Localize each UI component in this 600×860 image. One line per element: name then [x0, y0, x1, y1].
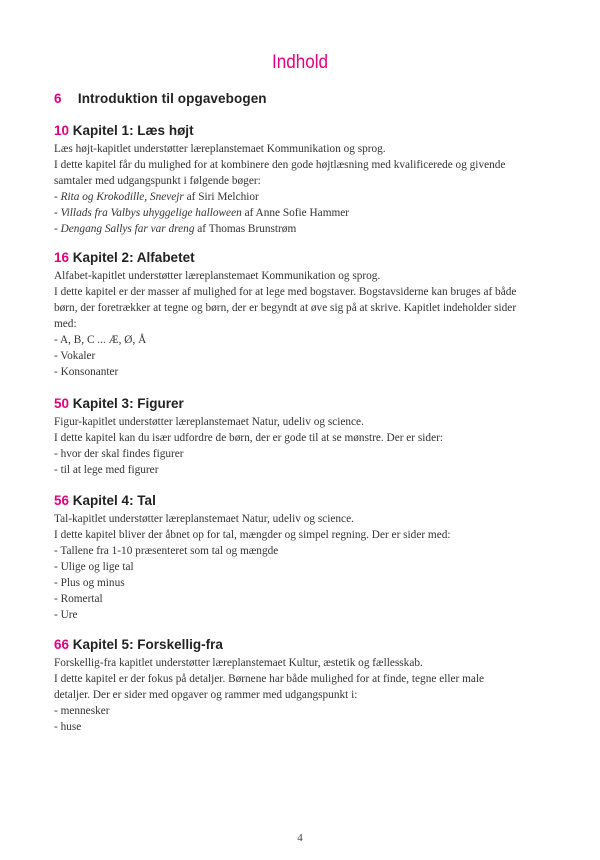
chapter-title: Kapitel 1: Læs højt	[72, 123, 194, 138]
chapter-title: Kapitel 2: Alfabetet	[72, 250, 195, 265]
chapter-3	[54, 395, 554, 478]
body-text: I dette kapitel får du mulighed for at kombinere den gode højtlæsning med kvalificerede og givende	[54, 159, 506, 171]
chapter-title: Kapitel 3: Figurer	[72, 396, 184, 411]
list-item: - Romertal	[54, 593, 103, 605]
chapter-page: 66	[54, 637, 70, 652]
list-item: - Plus og minus	[54, 577, 125, 589]
book-title: Villads fra Valbys uhyggelige halloween	[60, 207, 242, 219]
chapter-title: Kapitel 5: Forskellig-fra	[72, 637, 223, 652]
body-text: med:	[54, 318, 77, 330]
chapter-5	[54, 636, 554, 735]
list-item: - A, B, C ... Æ, Ø, Å	[54, 334, 147, 346]
book-author: af Anne Sofie Hammer	[244, 207, 350, 219]
list-item: - huse	[54, 721, 82, 733]
list-item: - mennesker	[54, 705, 110, 717]
chapter-page: 56	[54, 493, 70, 508]
book-entry: - Villads fra Valbys uhyggelige halloween af Anne Sofie Hammer	[54, 207, 350, 219]
list-item: - til at lege med figurer	[54, 464, 159, 476]
body-text: I dette kapitel bliver der åbnet op for tal, mængder og simpel regning. Der er sider med:	[54, 529, 451, 541]
body-text: detaljer. Der er sider med opgaver og rammer med udgangspunkt i:	[54, 689, 358, 701]
chapter-heading[interactable]	[54, 122, 554, 140]
chapter-page: 16	[54, 250, 70, 265]
page-title: Indhold	[271, 52, 329, 73]
body-text: Figur-kapitlet understøtter læreplanstemaet Natur, udeliv og science.	[54, 416, 364, 428]
toc-entry-page: 6	[54, 91, 62, 106]
chapter-heading[interactable]	[54, 492, 554, 510]
body-text: samtaler med udgangspunkt i følgende bøger:	[54, 175, 261, 187]
list-item: - Konsonanter	[54, 366, 119, 378]
toc-entry-label: Introduktion til opgavebogen	[77, 91, 267, 106]
chapter-heading[interactable]	[54, 636, 554, 654]
chapter-page: 10	[54, 123, 70, 138]
list-item: - Ulige og lige tal	[54, 561, 134, 573]
page-number: 4	[297, 832, 303, 844]
body-text: børn, der foretrækker at tegne og børn, der er begyndt at øve sig på at skrive. Kapitlet indeholder sider	[54, 302, 517, 314]
list-item: - Tallene fra 1-10 præsenteret som tal og mængde	[54, 545, 279, 557]
body-text: Alfabet-kapitlet understøtter læreplanstemaet Kommunikation og sprog.	[54, 270, 381, 282]
book-author: af Thomas Brunstrøm	[197, 223, 297, 235]
toc-entry-intro[interactable]	[54, 90, 267, 108]
book-title: Rita og Krokodille, Snevejr	[60, 191, 184, 203]
body-text: I dette kapitel er der masser af mulighed for at lege med bogstaver. Bogstavsiderne kan bruges af både	[54, 286, 517, 298]
body-text: Forskellig-fra kapitlet understøtter læreplanstemaet Kultur, æstetik og fællesskab.	[54, 657, 423, 669]
book-entry: - Rita og Krokodille, Snevejr af Siri Melchior	[54, 191, 259, 203]
list-item: - hvor der skal findes figurer	[54, 448, 184, 460]
body-text: Tal-kapitlet understøtter læreplanstemaet Natur, udeliv og science.	[54, 513, 354, 525]
chapter-4	[54, 492, 554, 623]
chapter-title: Kapitel 4: Tal	[72, 493, 156, 508]
body-text: I dette kapitel kan du især udfordre de børn, der er gode til at se mønstre. Der er sider:	[54, 432, 443, 444]
chapter-page: 50	[54, 396, 70, 411]
book-entry: - Dengang Sallys far var dreng af Thomas Brunstrøm	[54, 223, 297, 235]
book-author: af Siri Melchior	[186, 191, 259, 203]
chapter-2	[54, 249, 554, 380]
body-text: I dette kapitel er der fokus på detaljer. Børnene har både mulighed for at finde, tegne eller male	[54, 673, 485, 685]
list-item: - Vokaler	[54, 350, 96, 362]
body-text: Læs højt-kapitlet understøtter læreplanstemaet Kommunikation og sprog.	[54, 143, 386, 155]
list-item: - Ure	[54, 609, 78, 621]
book-title: Dengang Sallys far var dreng	[60, 223, 195, 235]
chapter-heading[interactable]	[54, 249, 554, 267]
chapter-heading[interactable]	[54, 395, 554, 413]
chapter-1	[54, 122, 554, 237]
